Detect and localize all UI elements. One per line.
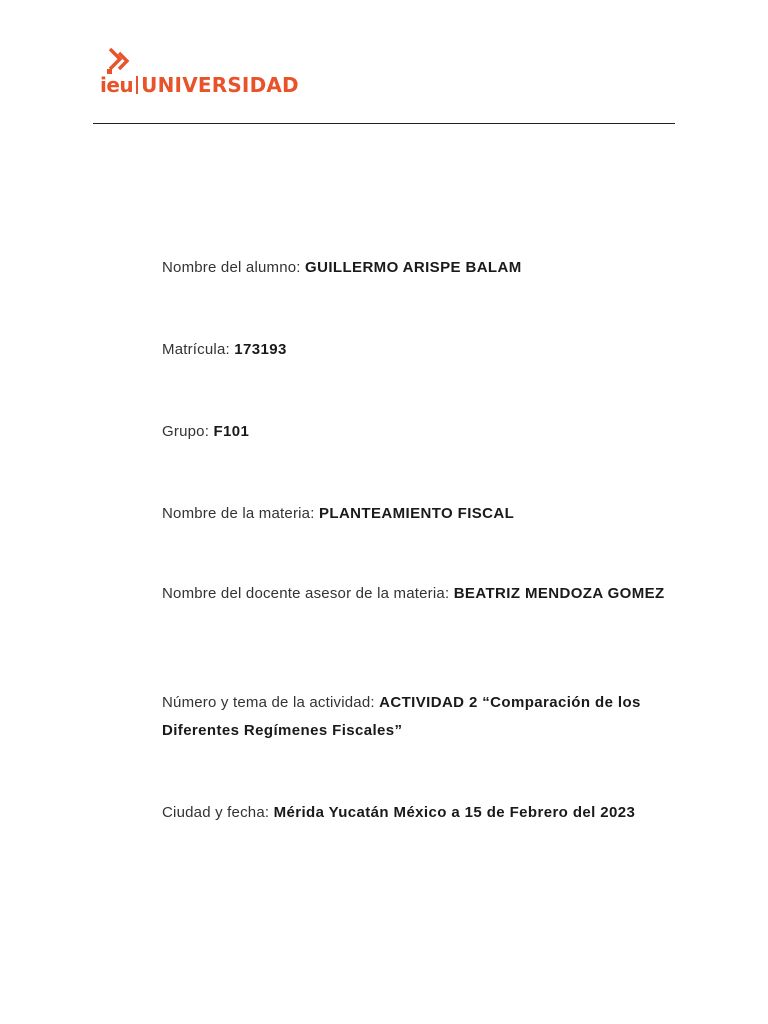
field-label: Nombre de la materia: [162, 505, 315, 522]
field-label: Nombre del alumno: [162, 259, 301, 276]
field-label: Ciudad y fecha: [162, 804, 270, 821]
header-divider [93, 123, 675, 124]
field-subject [162, 500, 682, 528]
ieu-arrow-logo-icon [106, 46, 134, 76]
logo-wordmark [100, 73, 299, 97]
field-label: Número y tema de la actividad: [162, 694, 375, 711]
field-value: Mérida Yucatán México a 15 de Febrero del 2023 [273, 804, 636, 821]
ieu-universidad-logo [100, 44, 300, 100]
field-label: Matrícula: [162, 341, 230, 358]
logo-separator [136, 76, 138, 94]
field-value: BEATRIZ MENDOZA GOMEZ [453, 585, 665, 602]
field-group [162, 418, 682, 446]
field-label: Grupo: [162, 423, 210, 440]
field-activity [162, 689, 682, 745]
logo-universidad-text: UNIVERSIDAD [141, 73, 299, 97]
field-value: 173193 [234, 341, 287, 358]
field-matricula [162, 336, 682, 364]
field-value: GUILLERMO ARISPE BALAM [305, 259, 522, 276]
field-value: PLANTEAMIENTO FISCAL [318, 505, 515, 522]
field-label: Nombre del docente asesor de la materia: [162, 585, 450, 602]
logo-ieu-text: ieu [100, 73, 134, 97]
field-student-name [162, 254, 682, 282]
field-value: F101 [213, 423, 250, 440]
field-city-date [162, 799, 682, 827]
field-teacher [162, 580, 682, 608]
field-value: ACTIVIDAD 2 “Comparación de los Diferentes Regímenes Fiscales” [162, 694, 641, 739]
